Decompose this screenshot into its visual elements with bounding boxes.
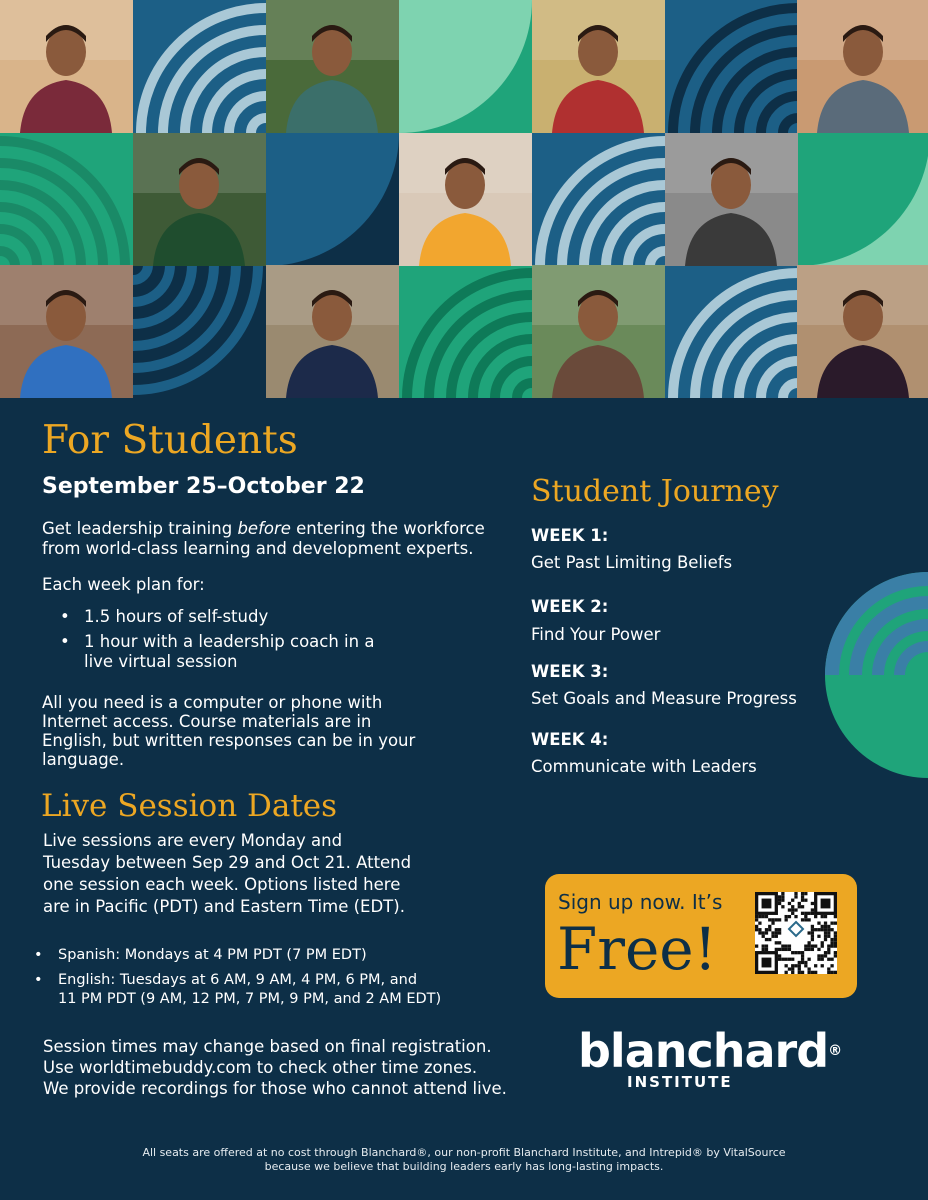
teen-boys-photo	[0, 265, 133, 398]
photo-image	[0, 265, 133, 398]
live-desc-line: are in Pacific (PDT) and Eastern Time (EDT).	[43, 897, 405, 916]
session-note-line: Session times may change based on final registration.	[43, 1037, 492, 1056]
live-sessions-desc	[43, 830, 411, 918]
requirements-line: language.	[42, 750, 125, 769]
week-3-topic: Set Goals and Measure Progress	[531, 689, 797, 708]
intro-part-1: Get leadership training	[42, 519, 238, 538]
pattern-tile	[399, 0, 532, 133]
header-collage	[0, 0, 928, 398]
program-dates: September 25–October 22	[42, 474, 365, 499]
week-1-label: WEEK 1:	[531, 526, 609, 545]
session-option-spanish: • Spanish: Mondays at 4 PM PDT (7 PM EDT)	[34, 946, 441, 965]
decorative-pattern	[399, 265, 532, 398]
decorative-pattern	[399, 0, 532, 133]
intro-emphasis: before	[237, 519, 291, 538]
session-notes	[43, 1036, 507, 1099]
requirements-line: English, but written responses can be in your	[42, 731, 416, 750]
live-sessions-title: Live Session Dates	[41, 788, 338, 824]
pattern-tile	[133, 265, 266, 398]
requirements-line: All you need is a computer or phone with	[42, 693, 383, 712]
session-note-line: Use worldtimebuddy.com to check other time zones.	[43, 1058, 478, 1077]
logo-institute: INSTITUTE	[627, 1073, 733, 1091]
plan-list	[42, 607, 374, 672]
photo-image	[797, 265, 928, 398]
trombone-player-photo	[266, 265, 399, 398]
plan-item	[42, 632, 374, 672]
photo-image	[532, 0, 665, 133]
cheer-team-photo	[532, 0, 665, 133]
decorative-pattern	[133, 265, 266, 398]
graduate-photo	[797, 265, 928, 398]
blanchard-logo	[578, 1025, 841, 1077]
session-note-line: We provide recordings for those who cannot attend live.	[43, 1079, 507, 1098]
signup-box[interactable]	[545, 874, 857, 998]
intro-line-1	[42, 519, 485, 539]
decorative-pattern	[665, 0, 798, 133]
plan-item-text: 1 hour with a leadership coach in a	[84, 632, 375, 651]
decorative-pattern	[797, 133, 928, 266]
signup-text: Sign up now. It’s	[558, 890, 723, 914]
football-player-photo	[133, 133, 266, 266]
photo-image	[266, 0, 399, 133]
pattern-tile	[399, 265, 532, 398]
photo-image	[532, 265, 665, 398]
intro-line-2: from world-class learning and development experts.	[42, 539, 474, 558]
two-girls-smiling-photo	[399, 133, 532, 266]
intro-text	[42, 519, 485, 559]
week-2-label: WEEK 2:	[531, 597, 609, 616]
journey-title: Student Journey	[531, 474, 779, 509]
photo-image	[266, 265, 399, 398]
requirements-text	[42, 693, 415, 769]
intro-part-2: entering the workforce	[290, 519, 485, 538]
session-option-text-cont: 11 PM PDT (9 AM, 12 PM, 7 PM, 9 PM, and 2 AM EDT)	[58, 991, 442, 1007]
week-2-topic: Find Your Power	[531, 625, 661, 644]
signup-free: Free!	[557, 915, 717, 983]
decorative-pattern	[266, 133, 399, 266]
plan-label: Each week plan for:	[42, 575, 205, 594]
footer-disclaimer	[0, 1146, 928, 1174]
plan-item: • 1.5 hours of self-study	[42, 607, 374, 627]
soccer-player-girl-photo	[0, 0, 133, 133]
pattern-tile	[665, 265, 798, 398]
decorative-arcs	[825, 572, 928, 778]
requirements-line: Internet access. Course materials are in	[42, 712, 372, 731]
pattern-tile	[266, 133, 399, 266]
session-option-english	[34, 971, 441, 1009]
qr-code[interactable]	[755, 892, 837, 974]
plan-item-text-cont: live virtual session	[84, 652, 238, 671]
photo-image	[797, 0, 928, 133]
page-title: For Students	[42, 418, 298, 463]
decorative-pattern	[133, 0, 266, 133]
photo-image	[665, 133, 798, 266]
pattern-tile	[665, 0, 798, 133]
live-desc-line: Tuesday between Sep 29 and Oct 21. Attend	[43, 853, 412, 872]
pattern-tile	[532, 133, 665, 266]
decorative-pattern	[0, 133, 133, 266]
photo-image	[133, 133, 266, 266]
qr-code-icon	[755, 892, 837, 974]
decorative-pattern	[532, 133, 665, 266]
week-3-label: WEEK 3:	[531, 662, 609, 681]
pattern-tile	[133, 0, 266, 133]
photo-image	[0, 0, 133, 133]
session-option-text: English: Tuesdays at 6 AM, 9 AM, 4 PM, 6 PM, and	[58, 972, 418, 988]
week-4-topic: Communicate with Leaders	[531, 757, 757, 776]
pattern-tile	[0, 133, 133, 266]
student-with-laptop-photo	[266, 0, 399, 133]
group-of-friends-photo	[532, 265, 665, 398]
logo-wordmark: blanchard	[578, 1024, 829, 1078]
week-1-topic: Get Past Limiting Beliefs	[531, 553, 733, 572]
session-options-list	[34, 946, 441, 1015]
footer-line: because we believe that building leaders early has long-lasting impacts.	[264, 1160, 664, 1173]
live-desc-line: Live sessions are every Monday and	[43, 831, 343, 850]
pattern-tile	[797, 133, 928, 266]
week-4-label: WEEK 4:	[531, 730, 609, 749]
footer-line: All seats are offered at no cost through Blanchard®, our non-profit Blanchard Institute, and Intrepid® by VitalSource	[142, 1146, 786, 1159]
music-band-photo	[665, 133, 798, 266]
live-desc-line: one session each week. Options listed here	[43, 875, 401, 894]
logo-registered: ®	[828, 1043, 842, 1059]
smiling-teen-boy-photo	[797, 0, 928, 133]
decorative-pattern	[665, 265, 798, 398]
photo-image	[399, 133, 532, 266]
